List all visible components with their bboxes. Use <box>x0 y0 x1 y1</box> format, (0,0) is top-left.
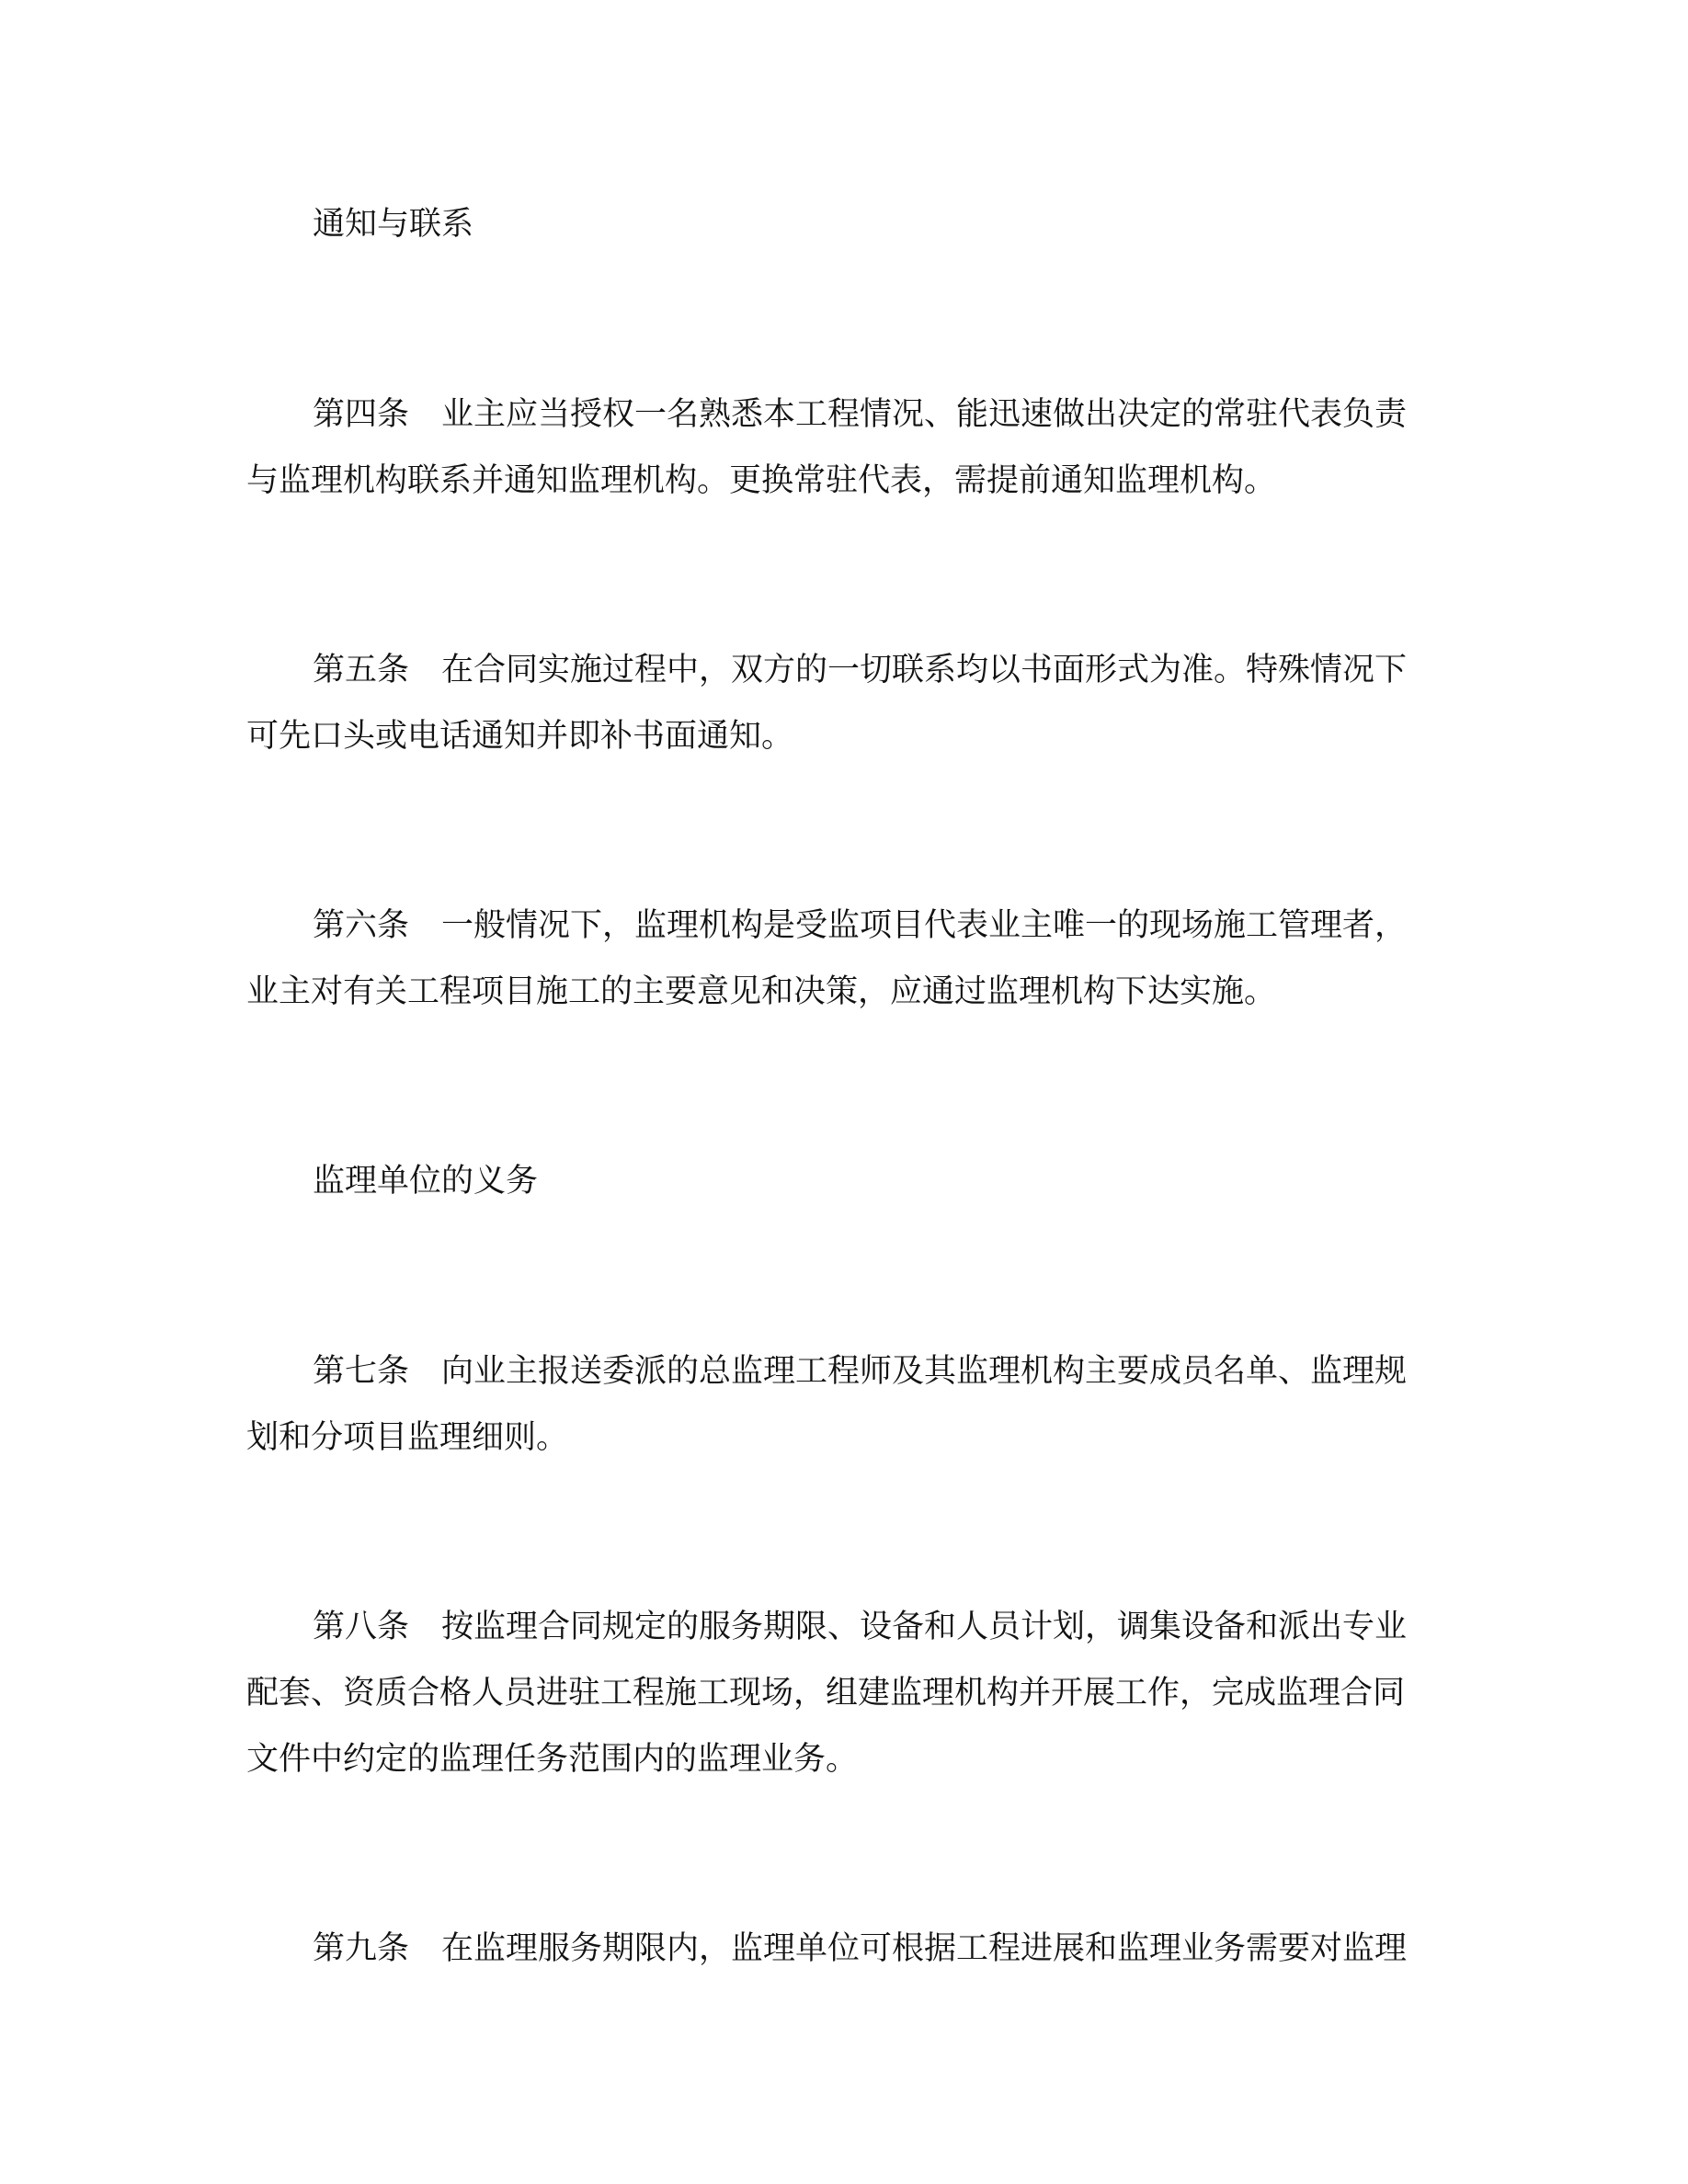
article-paragraph <box>246 1338 1438 1471</box>
section-heading: 通知与联系 <box>313 206 474 243</box>
paragraph-line: 可先口头或电话通知并即补书面通知。 <box>246 718 794 755</box>
paragraph-line: 与监理机构联系并通知监理机构。更换常驻代表，需提前通知监理机构。 <box>246 462 1277 499</box>
paragraph-line: 第八条 按监理合同规定的服务期限、设备和人员计划，调集设备和派出专业 <box>313 1609 1408 1645</box>
paragraph-line: 第七条 向业主报送委派的总监理工程师及其监理机构主要成员名单、监理规 <box>313 1353 1408 1390</box>
paragraph-line: 第四条 业主应当授权一名熟悉本工程情况、能迅速做出决定的常驻代表负责 <box>313 396 1408 433</box>
paragraph-line: 第五条 在合同实施过程中，双方的一切联系均以书面形式为准。特殊情况下 <box>313 652 1408 688</box>
section-heading: 监理单位的义务 <box>313 1163 539 1200</box>
article-paragraph <box>246 637 1438 769</box>
paragraph-line: 业主对有关工程项目施工的主要意见和决策，应通过监理机构下达实施。 <box>246 973 1277 1010</box>
article-paragraph <box>246 381 1438 514</box>
article-paragraph <box>246 893 1438 1025</box>
article-paragraph <box>246 1594 1438 1792</box>
paragraph-line: 第九条 在监理服务期限内，监理单位可根据工程进展和监理业务需要对监理 <box>313 1930 1408 1967</box>
article-paragraph <box>246 1916 1438 1982</box>
paragraph-line: 配套、资质合格人员进驻工程施工现场，组建监理机构并开展工作，完成监理合同 <box>246 1675 1406 1712</box>
paragraph-line: 第六条 一般情况下，监理机构是受监项目代表业主唯一的现场施工管理者， <box>313 907 1408 944</box>
paragraph-line: 文件中约定的监理任务范围内的监理业务。 <box>246 1741 859 1778</box>
paragraph-line: 划和分项目监理细则。 <box>246 1419 569 1456</box>
document-body <box>246 191 1438 1982</box>
